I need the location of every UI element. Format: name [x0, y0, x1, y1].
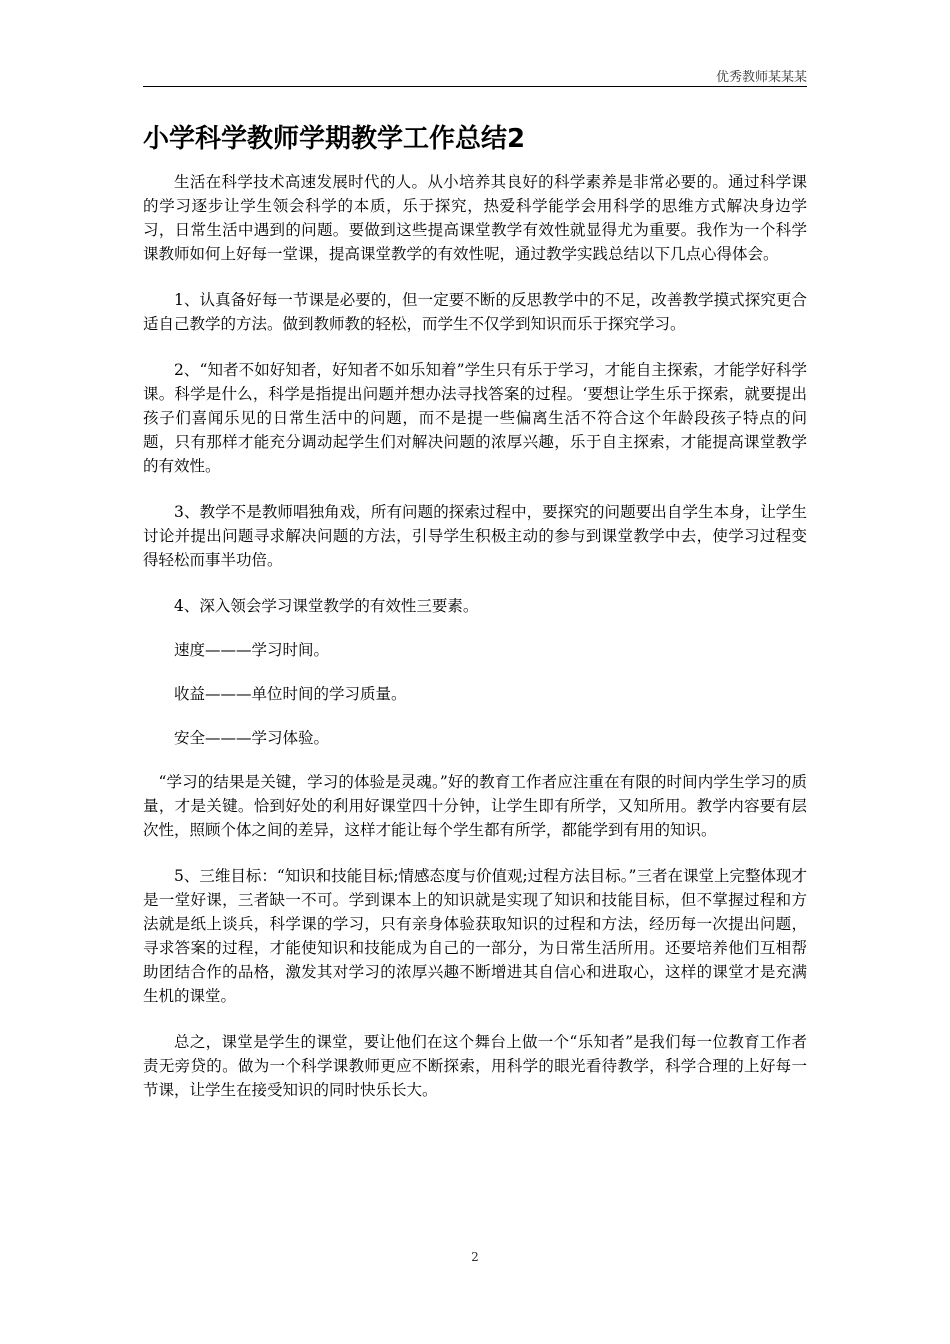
- paragraph-conclusion: 总之，课堂是学生的课堂，要让他们在这个舞台上做一个“乐知者”是我们每一位教育工作者责无旁贷的。做为一个科学课教师更应不断探索，用科学的眼光看待教学，科学合理的上好每一节课，让学生在接受知识的同时快乐长大。: [143, 1033, 807, 1099]
- paragraph-point-5: 5、三维目标：“知识和技能目标;情感态度与价值观;过程方法目标。”三者在课堂上完整体现才是一堂好课，三者缺一不可。学到课本上的知识就是实现了知识和技能目标，但不掌握过程和方法就是纸上谈兵，科学课的学习，只有亲身体验获取知识的过程和方法，经历每一次提出问题，寻求答案的过程，才能使知识和技能成为自己的一部分，为日常生活所用。还要培养他们互相帮助团结合作的品格，激发其对学习的浓厚兴趣不断增进其自信心和进取心，这样的课堂才是充满生机的课堂。: [143, 867, 807, 1005]
- paragraph-intro: 生活在科学技术高速发展时代的人。从小培养其良好的科学素养是非常必要的。通过科学课的学习逐步让学生领会科学的本质，乐于探究，热爱科学能学会用科学的思维方式解决身边学习，日常生活中遇到的问题。要做到这些提高课堂教学有效性就显得尤为重要。我作为一个科学课教师如何上好每一堂课，提高课堂教学的有效性呢，通过教学实践总结以下几点心得体会。: [143, 173, 807, 263]
- paragraph-benefit: 收益———单位时间的学习质量。: [174, 685, 407, 703]
- paragraph-point-2: 2、“知者不如好知者，好知者不如乐知着”学生只有乐于学习，才能自主探索，才能学好科学课。科学是什么，科学是指提出问题并想办法寻找答案的过程。‘要想让学生乐于探索，就要提出孩子们喜闻乐见的日常生活中的问题，而不是提一些偏离生活不符合这个年龄段孩子特点的问题，只有那样才能充分调动起学生们对解决问题的浓厚兴趣，乐于自主探索，才能提高课堂教学的有效性。: [143, 361, 807, 475]
- header-divider: [143, 86, 807, 87]
- paragraph-speed: 速度———学习时间。: [174, 641, 330, 659]
- document-body: [143, 170, 807, 1124]
- page-header-author: 优秀教师某某某: [715, 70, 807, 85]
- paragraph-point-3: 3、教学不是教师唱独角戏，所有问题的探索过程中，要探究的问题要出自学生本身，让学生讨论并提出问题寻求解决问题的方法，引导学生积极主动的参与到课堂教学中去，使学习过程变得轻松而事半功倍。: [143, 503, 807, 569]
- paragraph-point-1: 1、认真备好每一节课是必要的，但一定要不断的反思教学中的不足，改善教学摸式探究更合适自己教学的方法。做到教师教的轻松，而学生不仅学到知识而乐于探究学习。: [143, 291, 807, 333]
- page-number: 2: [471, 1250, 479, 1264]
- paragraph-safety: 安全———学习体验。: [174, 729, 330, 747]
- document-title: 小学科学教师学期教学工作总结2: [143, 124, 526, 154]
- paragraph-quote: “学习的结果是关键，学习的体验是灵魂。”好的教育工作者应注重在有限的时间内学生学习的质量，才是关键。恰到好处的利用好课堂四十分钟，让学生即有所学，又知所用。教学内容要有层次性，照顾个体之间的差异，这样才能让每个学生都有所学，都能学到有用的知识。: [143, 773, 807, 839]
- paragraph-point-4: 4、深入领会学习课堂教学的有效性三要素。: [174, 597, 479, 615]
